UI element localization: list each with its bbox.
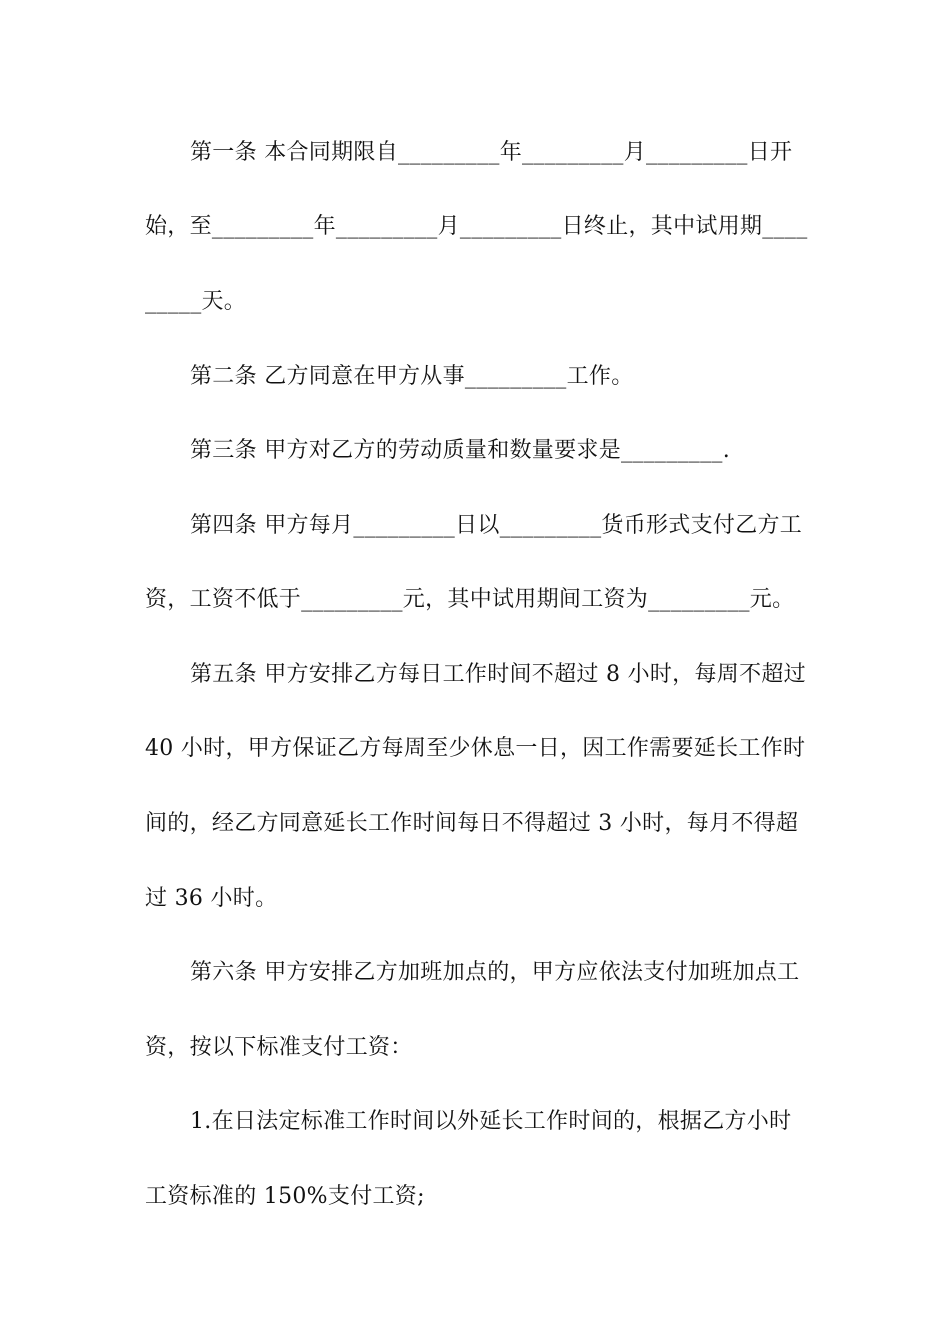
article-4-line-2: 资，工资不低于_________元，其中试用期间工资为_________元。 — [145, 587, 795, 612]
article-6-line-2: 资，按以下标准支付工资： — [145, 1035, 413, 1060]
article-5-line-4: 过 36 小时。 — [145, 886, 278, 911]
clause-1-line-2: 工资标准的 150%支付工资; — [145, 1184, 425, 1209]
article-1-line-3: _____天。 — [145, 289, 247, 314]
article-4-line-1: 第四条 甲方每月_________日以_________货币形式支付乙方工 — [190, 513, 803, 538]
clause-1-line-1: 1.在日法定标准工作时间以外延长工作时间的，根据乙方小时 — [190, 1109, 792, 1134]
article-5-line-1: 第五条 甲方安排乙方每日工作时间不超过 8 小时，每周不超过 — [190, 662, 806, 687]
article-1-line-1: 第一条 本合同期限自_________年_________月_________日开 — [190, 140, 793, 165]
article-2-line-1: 第二条 乙方同意在甲方从事_________工作。 — [190, 364, 634, 389]
article-5-line-3: 间的，经乙方同意延长工作时间每日不得超过 3 小时，每月不得超 — [145, 811, 799, 836]
article-3-line-1: 第三条 甲方对乙方的劳动质量和数量要求是_________. — [190, 438, 730, 463]
article-6-line-1: 第六条 甲方安排乙方加班加点的，甲方应依法支付加班加点工 — [190, 960, 800, 985]
article-5-line-2: 40 小时，甲方保证乙方每周至少休息一日，因工作需要延长工作时 — [145, 736, 806, 761]
article-1-line-2: 始，至_________年_________月_________日终止，其中试用期____ — [145, 214, 808, 239]
